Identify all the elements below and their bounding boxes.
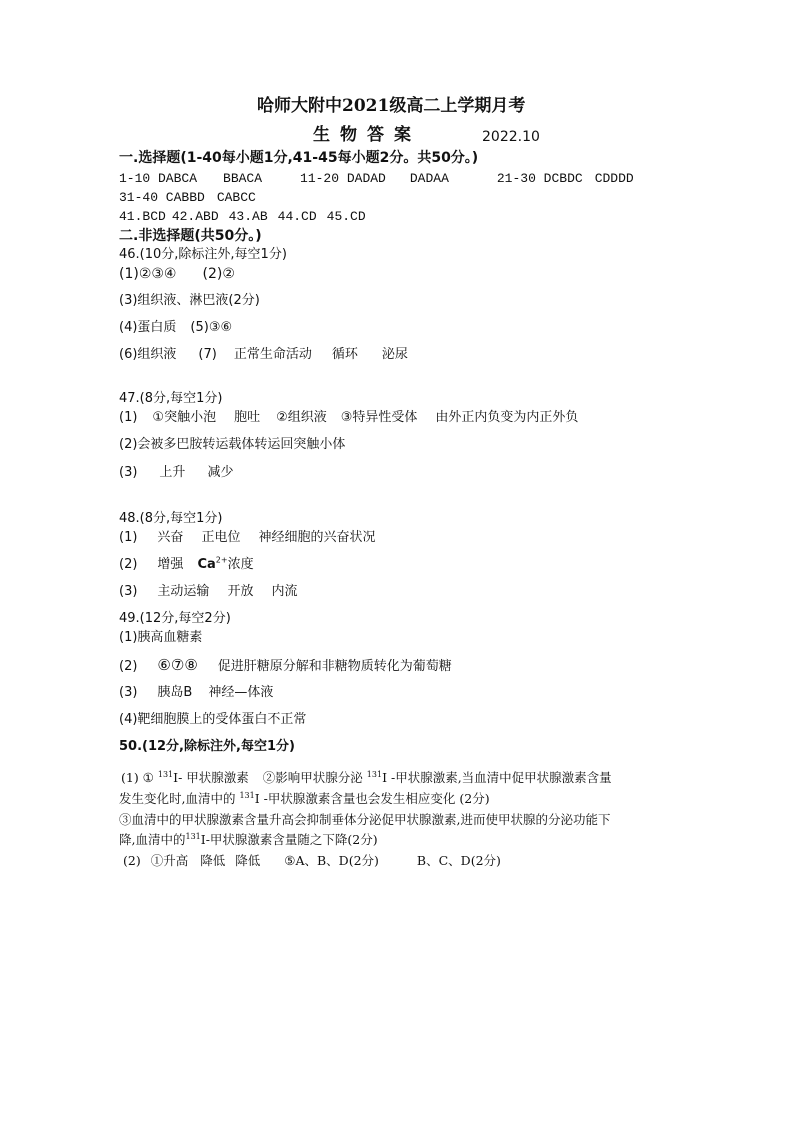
answer-group: 21-30 DCBDC — [496, 171, 583, 186]
exam-date: 2022.10 — [482, 129, 540, 145]
answer-text: 由外正内负变为内正外负 — [435, 410, 579, 425]
answer-group: 44.CD — [277, 209, 317, 224]
answer-text: (1) — [119, 530, 138, 545]
answer-text: 降低 — [200, 853, 226, 868]
answer-text: 兴奋 — [157, 530, 184, 545]
isotope-superscript: 131 — [366, 769, 383, 779]
answer-text: ①突触小泡 — [152, 410, 217, 425]
answer-text: 降,血清中的 — [119, 832, 186, 847]
answer-text: 神经细胞的兴奋状况 — [258, 530, 376, 545]
answer-text: (2)② — [202, 266, 235, 282]
answer-group: 1-10 DABCA — [119, 171, 198, 186]
q49-line-3 — [119, 685, 273, 701]
answer-text: (2) — [123, 853, 141, 868]
answer-text: 正电位 — [201, 530, 241, 545]
isotope-superscript: 131 — [239, 790, 255, 800]
answer-text: 循环 — [331, 347, 358, 362]
q47-line-1 — [119, 410, 578, 426]
answer-group: BBACA — [223, 171, 263, 186]
isotope-superscript: 131 — [157, 769, 174, 779]
charge-superscript: 2+ — [215, 555, 228, 565]
q48-heading: 48.(8分,每空1分) — [119, 511, 223, 526]
q47-heading: 47.(8分,每空1分) — [119, 391, 223, 406]
q48-line-3 — [119, 584, 297, 600]
answer-group: 42.ABD — [171, 209, 219, 224]
answer-text: (1) ① — [121, 770, 154, 785]
q49-line-4: (4)靶细胞膜上的受体蛋白不正常 — [119, 712, 307, 727]
answer-text: I -甲状腺激素含量也会发生相应变化 (2分) — [254, 791, 490, 806]
q50-line-1 — [121, 770, 612, 786]
answer-text: (3) — [119, 685, 138, 700]
answer-row-1 — [119, 171, 634, 187]
answer-text: 浓度 — [227, 557, 254, 572]
answer-text: 内流 — [271, 584, 298, 599]
q49-line-2 — [119, 657, 452, 675]
answer-group: CDDDD — [594, 171, 634, 186]
answer-group: CABCC — [216, 190, 256, 205]
answer-group: 43.AB — [228, 209, 268, 224]
calcium-symbol: Ca — [197, 557, 216, 572]
answer-group: 31-40 CABBD — [119, 190, 205, 205]
answer-text: 正常生命活动 — [233, 347, 312, 362]
q47-line-2: (2)会被多巴胺转运载体转运回突触小体 — [119, 437, 346, 452]
q49-line-1: (1)胰高血糖素 — [119, 630, 203, 645]
page-subtitle: 生物答案 — [313, 125, 421, 145]
isotope-superscript: 131 — [185, 831, 201, 841]
answer-text: (6)组织液 — [119, 347, 177, 362]
answer-text: B、C、D(2分) — [416, 853, 501, 868]
answer-text: (1) — [119, 410, 138, 425]
q50-line-3: ③血清中的甲状腺激素含量升高会抑制垂体分泌促甲状腺激素,进而使甲状腺的分泌功能下 — [119, 812, 611, 827]
answer-text: 胰岛B — [157, 685, 193, 700]
answer-group: 11-20 DADAD — [300, 171, 386, 186]
q48-line-1 — [119, 530, 375, 546]
answer-text: (3) — [119, 584, 138, 599]
answer-text: 降低 — [235, 853, 261, 868]
answer-text: ①升高 — [150, 853, 189, 868]
answer-group: DADAA — [409, 171, 449, 186]
answer-text: (4)蛋白质 — [119, 320, 177, 335]
answer-text: ②影响甲状腺分泌 — [262, 770, 363, 785]
part1-heading: 一.选择题(1-40每小题1分,41-45每小题2分。共50分。) — [119, 150, 479, 166]
answer-text: I- 甲状腺激素 — [173, 770, 249, 785]
answer-text: 增强 — [157, 557, 184, 572]
answer-text: ⑥⑦⑧ — [157, 656, 198, 674]
answer-text: I -甲状腺激素,当血清中促甲状腺激素含量 — [382, 770, 612, 785]
q46-line-2: (3)组织液、淋巴液(2分) — [119, 293, 260, 308]
answer-text: I-甲状腺激素含量随之下降(2分) — [200, 832, 378, 847]
answer-text: (3) — [119, 465, 138, 480]
answer-text: (7) — [198, 347, 217, 362]
answer-text: (1)②③④ — [119, 266, 177, 282]
q50-line-4 — [119, 832, 378, 848]
answer-text: 开放 — [227, 584, 254, 599]
q50-line-5 — [123, 853, 501, 869]
answer-row-3 — [119, 209, 366, 225]
answer-text: ⑤A、B、D(2分) — [284, 853, 379, 868]
q50-line-2 — [119, 791, 490, 807]
q46-line-4 — [119, 347, 408, 363]
answer-group: 45.CD — [326, 209, 366, 224]
answer-text: (2) — [119, 557, 138, 572]
q46-line-3 — [119, 320, 232, 336]
q49-heading: 49.(12分,每空2分) — [119, 611, 231, 626]
q48-line-2 — [119, 557, 254, 573]
answer-text: 促进肝糖原分解和非糖物质转化为葡萄糖 — [217, 659, 452, 674]
q47-line-3 — [119, 465, 233, 481]
q50-heading: 50.(12分,除标注外,每空1分) — [119, 739, 295, 754]
answer-row-2 — [119, 190, 256, 206]
answer-text: 上升 — [159, 465, 186, 480]
part2-heading: 二.非选择题(共50分。) — [119, 228, 262, 244]
answer-text: 发生变化时,血清中的 — [119, 791, 236, 806]
answer-text: (5)③⑥ — [190, 320, 233, 335]
answer-text: 减少 — [207, 465, 234, 480]
answer-text: ②组织液 — [276, 410, 327, 425]
answer-text: ③特异性受体 — [340, 410, 418, 425]
q46-line-1 — [119, 266, 235, 282]
answer-text: (2) — [119, 659, 138, 674]
answer-text: 泌尿 — [381, 347, 408, 362]
answer-text: 胞吐 — [234, 410, 261, 425]
q46-heading: 46.(10分,除标注外,每空1分) — [119, 247, 287, 262]
answer-text: 神经—体液 — [208, 685, 274, 700]
answer-group: 41.BCD — [119, 209, 166, 224]
exam-title: 哈师大附中2021级高二上学期月考 — [257, 96, 526, 116]
answer-text: 主动运输 — [157, 584, 210, 599]
